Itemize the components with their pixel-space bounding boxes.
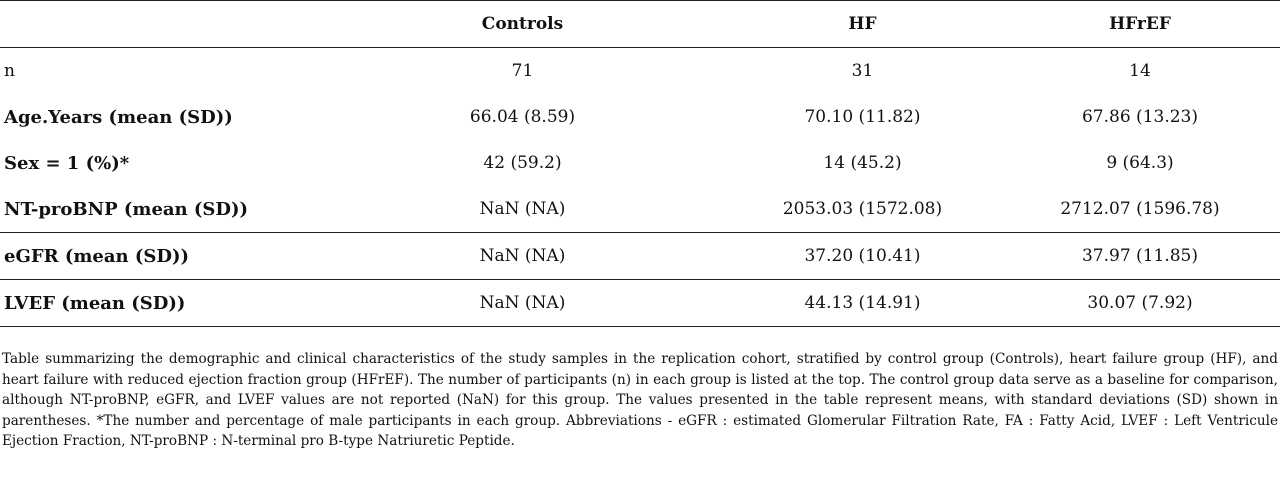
cell-controls: 42 (59.2) bbox=[483, 153, 562, 173]
cell-hfref: 37.97 (11.85) bbox=[1000, 233, 1280, 280]
cell-hfref: 30.07 (7.92) bbox=[1000, 280, 1280, 327]
table-row bbox=[0, 48, 1280, 95]
row-label: LVEF (mean (SD)) bbox=[0, 280, 320, 327]
table-row bbox=[0, 233, 1280, 280]
table-caption: Table summarizing the demographic and clinical characteristics of the study samples in the replication cohort, stratified by control group (Controls), heart failure group (HF), and heart failure with reduced ejection fraction group (HFrEF). The number of participants (n) in each group is listed at the top. The control group data serve as a baseline for comparison, although NT-proBNP, eGFR, and LVEF values are not reported (NaN) for this group. The values presented in the table represent means, with standard deviations (SD) shown in parentheses. *The number and percentage of male participants in each group. Abbreviations - eGFR : estimated Glomerular Filtration Rate, FA : Fatty Acid, LVEF : Left Ventricule Ejection Fraction, NT-proBNP : N-terminal pro B-type Natriuretic Peptide. bbox=[2, 351, 1278, 450]
row-label: Sex = 1 (%)* bbox=[4, 152, 130, 174]
cell-hfref: 67.86 (13.23) bbox=[1081, 107, 1198, 127]
cell-hf: 37.20 (10.41) bbox=[725, 233, 1000, 280]
row-label: n bbox=[4, 61, 15, 81]
header-empty bbox=[0, 1, 320, 48]
cell-hf: 2053.03 (1572.08) bbox=[725, 186, 1000, 233]
cell-hfref: 2712.07 (1596.78) bbox=[1000, 186, 1280, 233]
row-label: NT-proBNP (mean (SD)) bbox=[0, 186, 320, 233]
cell-hfref: 14 bbox=[1129, 61, 1151, 81]
cell-hfref: 9 (64.3) bbox=[1106, 153, 1174, 173]
header-controls: Controls bbox=[320, 1, 725, 48]
row-label: Age.Years (mean (SD)) bbox=[4, 106, 233, 128]
cell-controls: NaN (NA) bbox=[320, 186, 725, 233]
table-row bbox=[0, 140, 1280, 186]
header-hf: HF bbox=[725, 1, 1000, 48]
cell-hf: 14 (45.2) bbox=[823, 153, 902, 173]
cell-hf: 70.10 (11.82) bbox=[804, 107, 921, 127]
row-label: eGFR (mean (SD)) bbox=[0, 233, 320, 280]
header-hfref: HFrEF bbox=[1000, 1, 1280, 48]
cell-controls: NaN (NA) bbox=[320, 233, 725, 280]
table-header-row bbox=[0, 1, 1280, 48]
cell-hf: 44.13 (14.91) bbox=[725, 280, 1000, 327]
cell-hf: 31 bbox=[851, 61, 874, 81]
cell-controls: 71 bbox=[511, 61, 534, 81]
cell-controls: 66.04 (8.59) bbox=[469, 107, 576, 127]
table-row bbox=[0, 280, 1280, 327]
table-row bbox=[0, 186, 1280, 233]
cell-controls: NaN (NA) bbox=[320, 280, 725, 327]
table-row bbox=[0, 94, 1280, 140]
